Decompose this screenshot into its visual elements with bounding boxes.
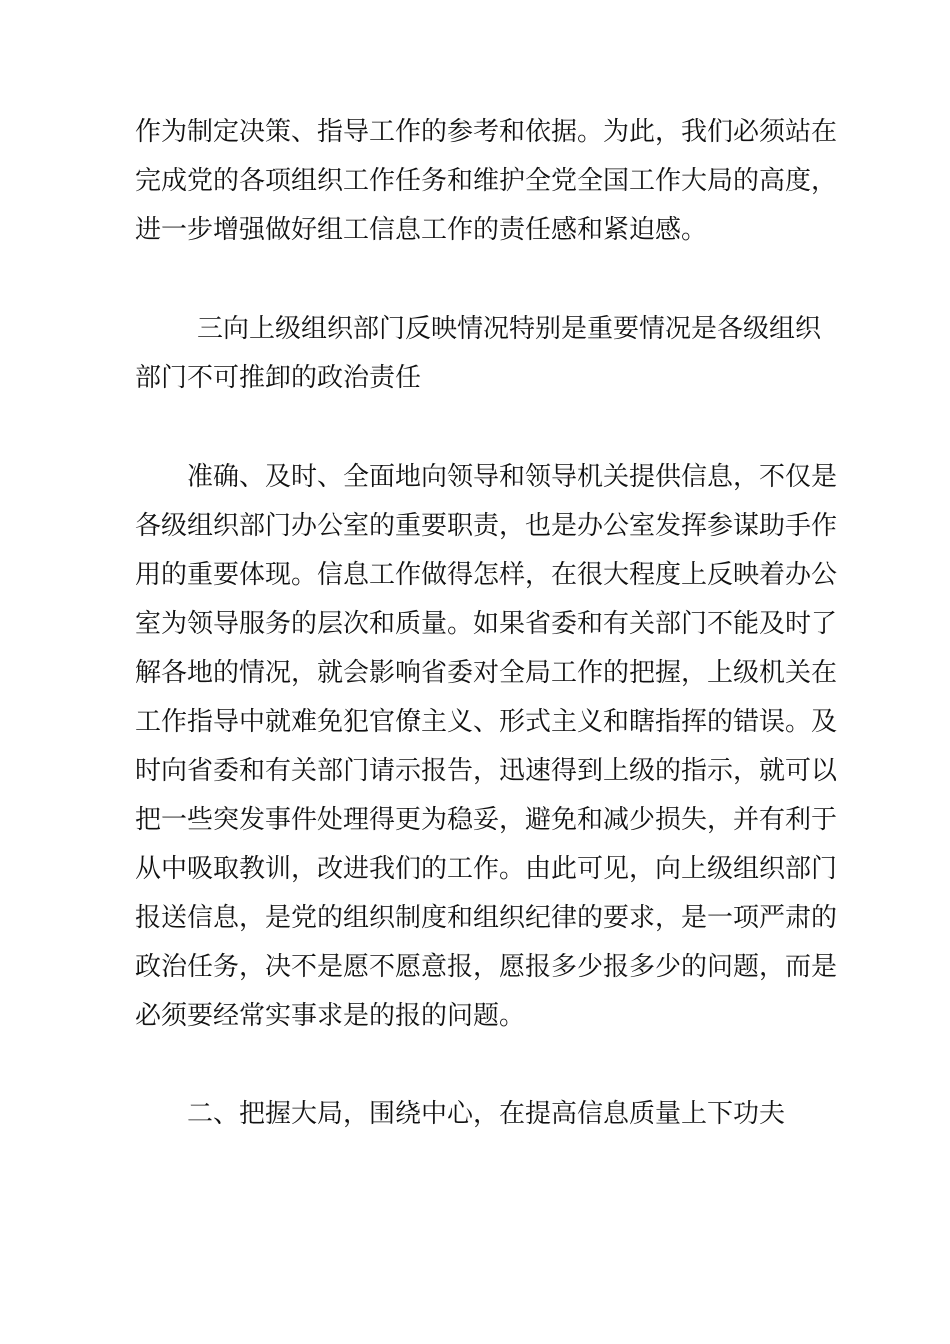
paragraph-line: 进一步增强做好组工信息工作的责任感和紧迫感。	[135, 215, 708, 245]
paragraph-line: 必须要经常实事求是的报的问题。	[135, 1001, 526, 1031]
paragraph-line: 室为领导服务的层次和质量。如果省委和有关部门不能及时了	[135, 609, 838, 639]
paragraph-line: 从中吸取教训，改进我们的工作。由此可见，向上级组织部门	[135, 854, 838, 884]
paragraph-line: 工作指导中就难免犯官僚主义、形式主义和瞎指挥的错误。及	[135, 707, 838, 737]
paragraph-line: 政治任务，决不是愿不愿意报，愿报多少报多少的问题，而是	[135, 952, 838, 982]
section-heading-line: 部门不可推卸的政治责任	[135, 363, 422, 393]
paragraph-line: 时向省委和有关部门请示报告，迅速得到上级的指示，就可以	[135, 756, 838, 786]
paragraph-line: 报送信息，是党的组织制度和组织纪律的要求，是一项严肃的	[135, 903, 838, 933]
section-heading: 二、把握大局，围绕中心，在提高信息质量上下功夫	[187, 1099, 786, 1129]
paragraph-line: 解各地的情况，就会影响省委对全局工作的把握，上级机关在	[135, 658, 838, 688]
paragraph-line: 作为制定决策、指导工作的参考和依据。为此，我们必须站在	[135, 117, 838, 147]
section-heading-line: 三向上级组织部门反映情况特别是重要情况是各级组织	[197, 314, 822, 344]
paragraph-line: 准确、及时、全面地向领导和领导机关提供信息，不仅是	[187, 462, 838, 492]
paragraph-line: 各级组织部门办公室的重要职责，也是办公室发挥参谋助手作	[135, 511, 838, 541]
paragraph-line: 把一些突发事件处理得更为稳妥，避免和减少损失，并有利于	[135, 805, 838, 835]
paragraph-line: 完成党的各项组织工作任务和维护全党全国工作大局的高度，	[135, 166, 838, 196]
paragraph-line: 用的重要体现。信息工作做得怎样，在很大程度上反映着办公	[135, 560, 838, 590]
